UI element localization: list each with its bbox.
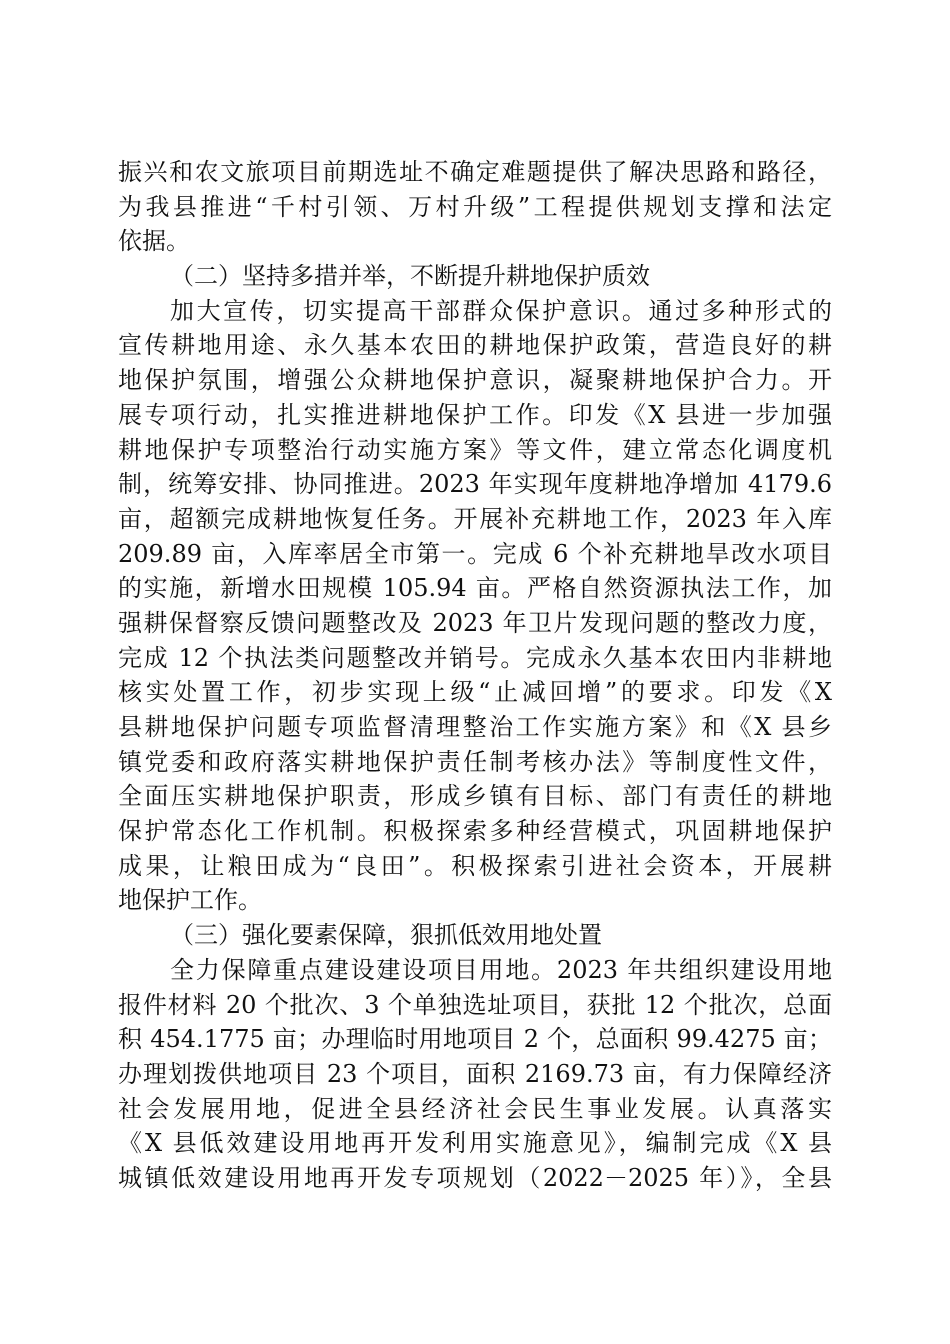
paragraph-land-use-guarantee [118, 953, 832, 1196]
text-line: 报件材料 20 个批次、3 个单独选址项目，获批 12 个批次，总面 [118, 990, 832, 1019]
section-heading-2 [118, 259, 832, 294]
heading-line: （三）强化要素保障，狠抓低效用地处置 [170, 921, 602, 950]
text-line: 积 454.1775 亩；办理临时用地项目 2 个，总面积 99.4275 亩； [118, 1025, 832, 1054]
text-line: 全力保障重点建设建设项目用地。2023 年共组织建设用地 [170, 955, 832, 984]
text-line: 加大宣传，切实提高干部群众保护意识。通过多种形式的 [170, 296, 832, 325]
text-line: 保护常态化工作机制。积极探索多种经营模式，巩固耕地保护 [118, 817, 832, 846]
paragraph-farmland-protection [118, 294, 832, 918]
paragraph-continued [118, 155, 832, 259]
text-line: 《X 县低效建设用地再开发利用实施意见》，编制完成《X 县 [118, 1129, 832, 1158]
text-line: 209.89 亩，入库率居全市第一。完成 6 个补充耕地旱改水项目 [118, 539, 832, 568]
text-line: 展专项行动，扎实推进耕地保护工作。印发《X 县进一步加强 [118, 400, 832, 429]
text-line: 成果，让粮田成为“良田”。积极探索引进社会资本，开展耕 [118, 851, 832, 880]
text-line: 依据。 [118, 227, 190, 256]
text-line: 的实施，新增水田规模 105.94 亩。严格自然资源执法工作，加 [118, 574, 832, 603]
section-heading-3 [118, 918, 832, 953]
text-line: 社会发展用地，促进全县经济社会民生事业发展。认真落实 [118, 1094, 832, 1123]
text-line: 振兴和农文旅项目前期选址不确定难题提供了解决思路和路径， [118, 158, 832, 186]
text-line: 全面压实耕地保护职责，形成乡镇有目标、部门有责任的耕地 [118, 782, 832, 811]
text-line: 完成 12 个执法类问题整改并销号。完成永久基本农田内非耕地 [118, 643, 832, 672]
text-line: 地保护工作。 [118, 886, 262, 915]
text-line: 县耕地保护问题专项监督清理整治工作实施方案》和《X 县乡 [118, 713, 832, 741]
text-line: 镇党委和政府落实耕地保护责任制考核办法》等制度性文件， [118, 747, 832, 776]
heading-line: （二）坚持多措并举，不断提升耕地保护质效 [170, 262, 650, 291]
text-line: 制，统筹安排、协同推进。2023 年实现年度耕地净增加 4179.6 [118, 470, 832, 499]
text-line: 耕地保护专项整治行动实施方案》等文件，建立常态化调度机 [118, 435, 832, 464]
text-line: 强耕保督察反馈问题整改及 2023 年卫片发现问题的整改力度， [118, 608, 832, 637]
text-line: 城镇低效建设用地再开发专项规划（2022－2025 年）》，全县 [118, 1163, 832, 1192]
text-line: 办理划拨供地项目 23 个项目，面积 2169.73 亩，有力保障经济 [118, 1059, 832, 1088]
document-body [118, 155, 832, 1196]
text-line: 地保护氛围，增强公众耕地保护意识，凝聚耕地保护合力。开 [118, 366, 832, 395]
text-line: 为我县推进“千村引领、万村升级”工程提供规划支撑和法定 [118, 192, 832, 221]
text-line: 宣传耕地用途、永久基本农田的耕地保护政策，营造良好的耕 [118, 331, 832, 360]
text-line: 核实处置工作，初步实现上级“止减回增”的要求。印发《X [118, 678, 832, 707]
text-line: 亩，超额完成耕地恢复任务。开展补充耕地工作，2023 年入库 [118, 504, 832, 533]
